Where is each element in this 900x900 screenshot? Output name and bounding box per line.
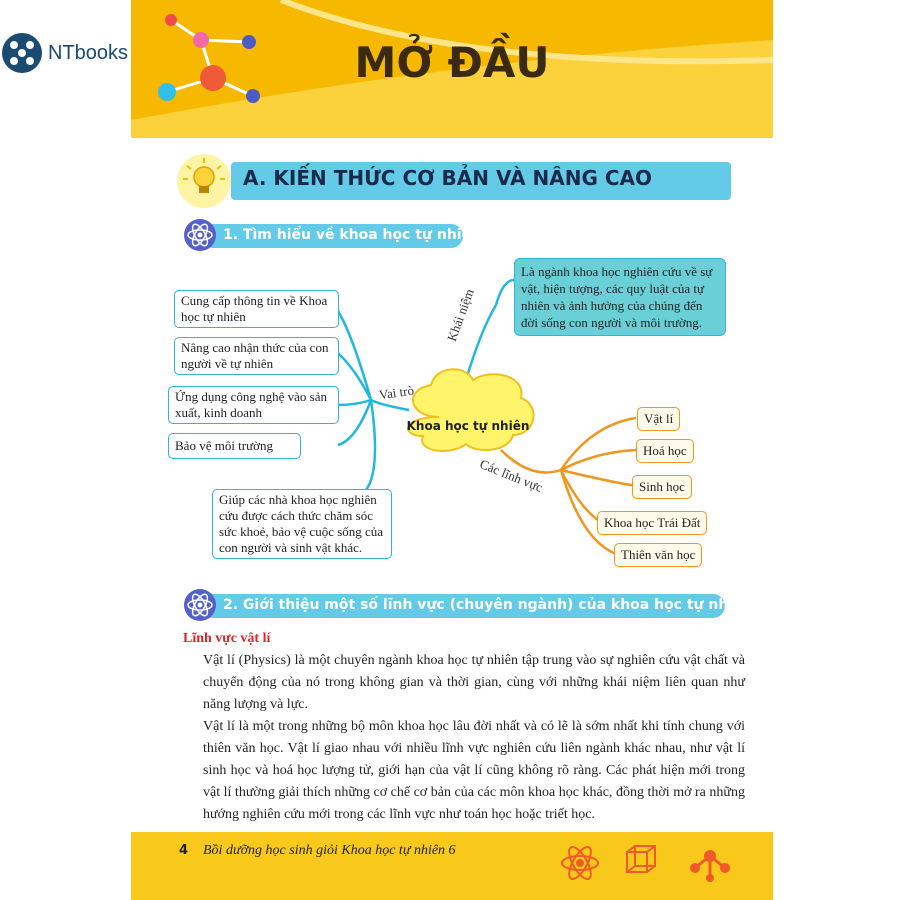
field-box-biology: Sinh học [632, 475, 692, 499]
book-title: Bồi dưỡng học sinh giỏi Khoa học tự nhiên 6 [203, 843, 456, 858]
field-box-chemistry: Hoá học [636, 439, 694, 463]
book-page [131, 0, 773, 900]
field-box-astronomy: Thiên văn học [614, 543, 702, 567]
role-box-2: Nâng cao nhận thức của con người về tự nhiên [174, 337, 339, 375]
field-physics-title: Lĩnh vực vật lí [183, 631, 271, 646]
page-number: 4 [179, 843, 189, 858]
atom-icon [183, 588, 217, 622]
atom-footer-icon [562, 844, 598, 882]
subsection-2-title: 2. Giới thiệu một số lĩnh vực (chuyên ngành) của khoa học tự nhiên [223, 597, 753, 613]
field-box-physics: Vật lí [637, 407, 680, 431]
page-title: MỞ ĐẦU [354, 38, 550, 87]
branch-role-label: Vai trò [378, 382, 415, 403]
concept-box: Là ngành khoa học nghiên cứu về sự vật, hiện tượng, các quy luật của tự nhiên và ảnh hưởng của chúng đến đời sống con người và môi trường. [514, 258, 726, 336]
lightbulb-icon [175, 152, 233, 210]
branch-fields-label: Các lĩnh vực [477, 456, 545, 495]
branch-concept-label: Khái niệm [444, 286, 477, 344]
role-box-5: Giúp các nhà khoa học nghiên cứu được cách thức chăm sóc sức khoẻ, bảo vệ cuộc sống của con người và sinh vật khác. [212, 489, 392, 559]
role-box-1: Cung cấp thông tin về Khoa học tự nhiên [174, 290, 339, 328]
role-box-3: Ứng dụng công nghệ vào sản xuất, kinh doanh [168, 386, 339, 424]
brand-name: NTbooks [48, 41, 129, 64]
field-box-earth-science: Khoa học Trái Đất [597, 511, 707, 535]
paragraph-2: Vật lí là một trong những bộ môn khoa học lâu đời nhất và có lẽ là sớm nhất khi tính chung với thiên văn học. Vật lí giao nhau với nhiều lĩnh vực nghiên cứu liên ngành khác nhau, như vật lí sinh học và hoá học lượng tử, giới hạn của vật lí cũng không rõ ràng. Các phát hiện mới trong vật lí thường giải thích những cơ chế cơ bản của các môn khoa học khác, đồng thời mở ra những hướng nghiên cứu mới trong các lĩnh vực như toán học hoặc triết học. [203, 719, 745, 822]
subsection-1-title: 1. Tìm hiểu về khoa học tự nhiên [223, 227, 482, 243]
brand-logo [0, 30, 128, 76]
footer-icons [555, 838, 735, 888]
crystal-lattice-icon [627, 846, 655, 872]
mindmap-center: Khoa học tự nhiên [406, 419, 530, 433]
section-a-title: A. KIẾN THỨC CƠ BẢN VÀ NÂNG CAO [243, 166, 653, 190]
molecule-logo-icon [0, 31, 44, 75]
paragraph-1: Vật lí (Physics) là một chuyên ngành khoa học tự nhiên tập trung vào sự nghiên cứu vật chất và chuyển động của nó trong không gian và thời gian, cùng với những khái niệm liên quan như năng lượng và lực. [203, 653, 745, 712]
page-header [131, 0, 773, 138]
center-cloud-shape [408, 369, 533, 451]
role-box-4: Bảo vệ môi trường [168, 433, 301, 459]
molecule-footer-icon [690, 850, 730, 882]
